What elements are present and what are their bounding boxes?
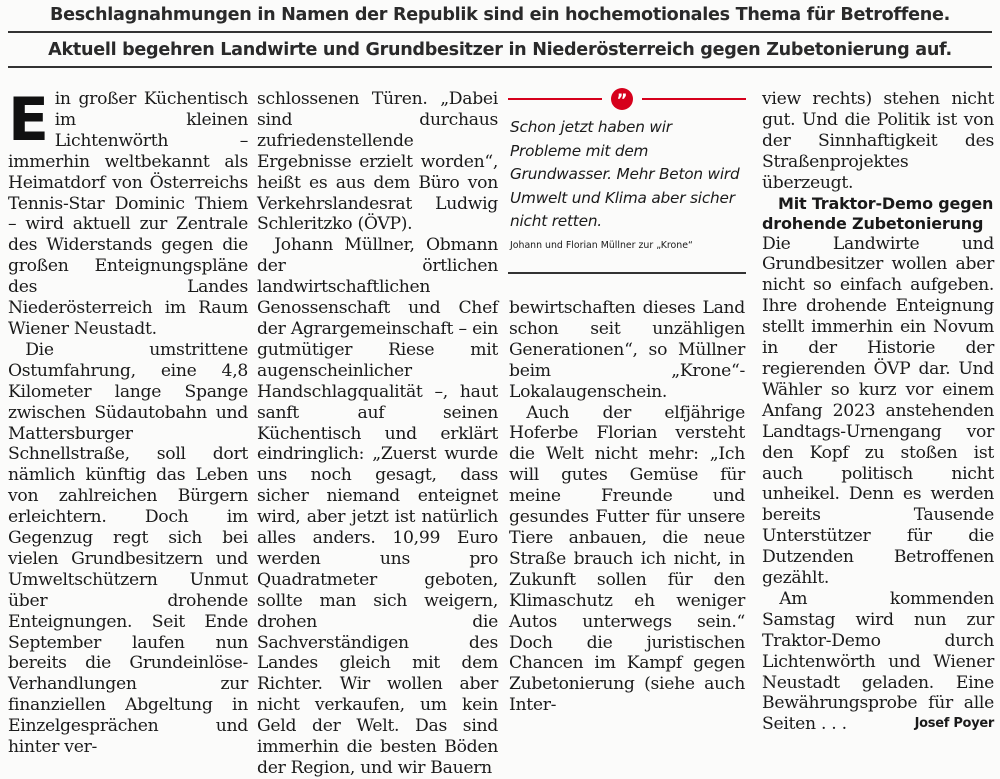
article-text: in großer Küchentisch im kleinen Lichtenwörth – immerhin weltbekannt als Heimatdorf von Österreichs Tennis-Star Dominic Thiem – wird aktuell zur Zentrale des Widerstands gegen die großen Enteignungspläne des Landes Niederösterreich im Raum Wiener Neustadt. [8,89,248,339]
article-paragraph: view rechts) stehen nicht gut. Und die Politik ist von der Sinnhaftigkeit des Straßenprojektes überzeugt. [762,89,994,193]
quote-rule-bottom [508,272,746,274]
subheading: Mit Traktor-Demo gegen drohende Zubetonierung [762,193,994,233]
article-paragraph [762,589,994,735]
quote-mark-icon: ” [611,88,633,110]
article-paragraph: Die Landwirte und Grundbesitzer wollen aber nicht so einfach aufgeben. Ihre drohende Enteignung stellt immerhin ein Novum in der Historie der regierenden ÖVP dar. Und Wähler so kurz vor einem Anfang 2023 anstehenden Landtags-Urnengang vor den Kopf zu stoßen ist auch politisch nicht unheikel. Denn es werden bereits Tausende Unterstützer für die Dutzenden Betroffenen gezählt. [762,233,994,589]
article-paragraph: Johann Müllner, Obmann der örtlichen landwirtschaftlichen Genossenschaft und Chef der Agrargemeinschaft – ein gutmütiger Riese mit augenscheinlicher Handschlagqualität –, haut sanft auf seinen Küchentisch und erklärt eindringlich: „Zuerst wurde uns noch gesagt, dass sicher niemand enteignet wird, aber jetzt ist natürlich alles anders. 10,99 Euro werden uns pro Quadratmeter geboten, sollte man sich weigern, drohen die Sachverständigen des Landes gleich mit dem Richter. Wir wollen aber nicht verkaufen, um kein Geld der Welt. Das sind immerhin die besten Böden der Region, und wir Bauern [257,235,498,778]
article-column-3 [509,298,745,716]
deck-rule-1 [8,31,992,33]
article-column-4 [762,89,994,735]
pull-quote [508,88,746,278]
quote-text: Schon jetzt haben wir Probleme mit dem Grundwasser. Mehr Beton wird Umwelt und Klima aber sicher nicht retten. [510,118,740,230]
deck-line-2: Aktuell begehren Landwirte und Grundbesitzer in Niederösterreich gegen Zubetonierung auf. [48,40,952,60]
drop-cap: E [8,85,49,155]
article-paragraph: Die umstrittene Ostumfahrung, eine 4,8 Kilometer lange Spange zwischen Südautobahn und Mattersburger Schnellstraße, soll dort nämlich künftig das Leben von zahlreichen Bürgern erleichtern. Doch im Gegenzug regt sich bei vielen Grundbesitzern und Umweltschützern Unmut über drohende Enteignungen. Seit Ende September laufen nun bereits die Grundeinlöse-Verhandlungen zur finanziellen Abgeltung in Einzelgesprächen und hinter ver- [8,339,248,758]
quote-rule-right [642,98,746,100]
article-column-2 [257,89,498,779]
article-paragraph [8,85,248,340]
article-paragraph: schlossenen Türen. „Dabei sind durchaus zufriedenstellende Ergebnisse erzielt worden“, heißt es aus dem Büro von Verkehrslandesrat Ludwig Schleritzko (ÖVP). [257,89,498,235]
quote-rule-left [508,98,602,100]
deck-line-1: Beschlagnahmungen in Namen der Republik sind ein hochemotionales Thema für Betroffene. [50,5,950,25]
deck-rule-2 [8,66,992,68]
article-column-1 [8,85,248,758]
article-text: Am kommenden Samstag wird nun zur Traktor-Demo durch Lichtenwörth und Wiener Neustadt geladen. Eine Bewährungsprobe für alle Seiten . . . [762,588,994,735]
quote-source: Johann und Florian Müllner zur „Krone“ [510,240,693,251]
article-paragraph: Auch der elfjährige Hoferbe Florian versteht die Welt nicht mehr: „Ich will gutes Gemüse für meine Freunde und gesundes Futter für unsere Tiere anbauen, die neue Straße brauch ich nicht, in Zukunft sollen für den Klimaschutz eh weniger Autos unterwegs sein.“ Doch die juristischen Chancen im Kampf gegen Zubetonierung (siehe auch Inter- [509,402,745,716]
author-name: Josef Poyer [914,716,994,732]
article-paragraph: bewirtschaften dieses Land schon seit unzähligen Generationen“, so Müllner beim „Krone“-Lokalaugenschein. [509,298,745,402]
